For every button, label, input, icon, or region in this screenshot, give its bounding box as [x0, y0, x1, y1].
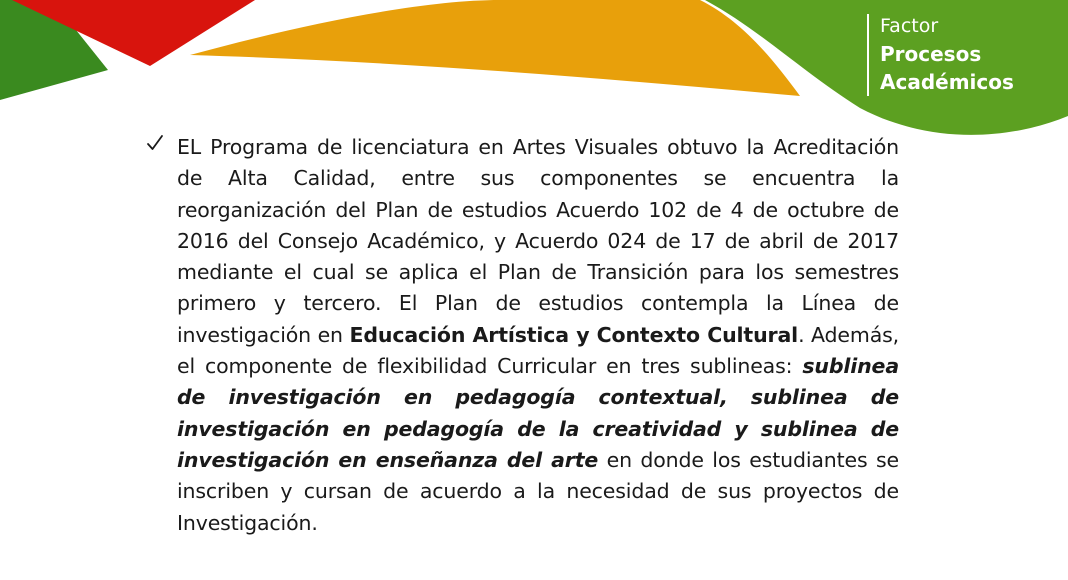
paragraph-text-3: en donde los estudiantes se inscriben y cursan de acuerdo a la necesidad de sus proyectos de Investigación. — [177, 447, 899, 535]
factor-label-line1: Factor — [880, 15, 939, 37]
paragraph-text-1: EL Programa de licenciatura en Artes Visuales obtuvo la Acreditación de Alta Calidad, entre sus componentes se encuentra la reorganización del Plan de estudios Acuerdo 102 de 4 de octubre de 2016 del Consejo Académico, y Acuerdo 024 de 17 de abril de 2017 mediante el cual se aplica el Plan de Transición para los semestres primero y tercero. El Plan de estudios contempla la Línea de investigación en — [177, 135, 899, 347]
sublines-list: sublinea de investigación en pedagogía contextual, sublinea de investigación en pedagogía de la creatividad y sublinea de investigación en enseñanza del arte — [177, 354, 899, 472]
factor-label-line2: Procesos — [880, 42, 982, 66]
factor-label — [880, 12, 1014, 96]
yellow-shape — [190, 0, 800, 96]
bullet-paragraph — [177, 132, 899, 539]
paragraph-text-2: . Además, el componente de flexibilidad Curricular en tres sublineas: — [177, 322, 900, 379]
header-divider — [867, 14, 869, 96]
check-mark-icon — [146, 134, 164, 152]
factor-label-line3: Académicos — [880, 70, 1014, 94]
research-line-name: Educación Artística y Contexto Cultural — [349, 322, 799, 347]
